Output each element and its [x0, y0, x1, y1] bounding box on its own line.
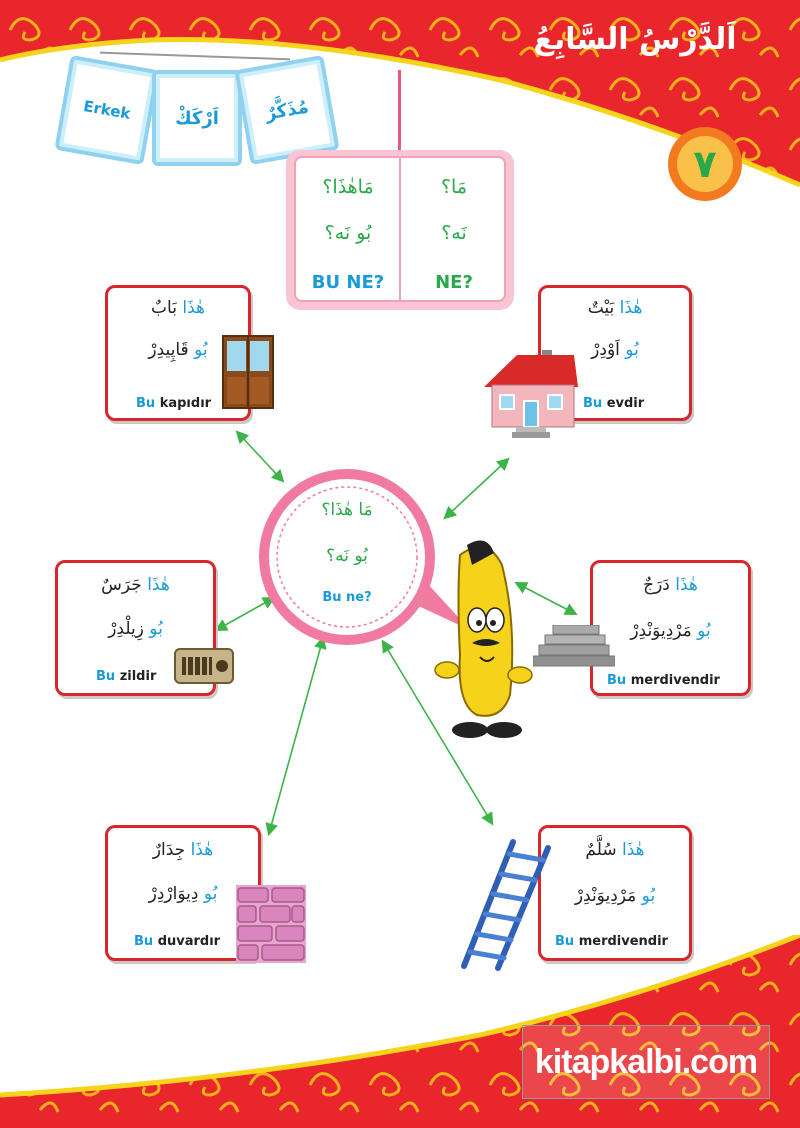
tr-demo: بُو	[194, 340, 208, 360]
house-icon	[482, 345, 580, 440]
latin-word: merdivendir	[630, 673, 720, 688]
bell-icon	[174, 648, 234, 684]
tag-label: مُذَكَّرٌ	[263, 95, 311, 125]
ar-word: دَرَجٌ	[643, 575, 670, 595]
ar-demo: هٰذَا	[182, 298, 205, 318]
latin-word: evdir	[606, 396, 645, 411]
watermark	[522, 1025, 770, 1099]
door-icon	[222, 335, 274, 409]
tr-word: دِيوَارْدِرْ	[148, 884, 199, 904]
ar-demo: هٰذَا	[147, 575, 170, 595]
latin-word: merdivendir	[578, 934, 668, 949]
board-right-q-latin: NE?	[435, 272, 473, 293]
tr-word: اَوْدِرْ	[591, 340, 620, 360]
bubble-line-tr: بُو نَه؟	[326, 546, 368, 566]
ar-word: جِدَارٌ	[152, 840, 186, 860]
arrow-wall	[270, 642, 322, 830]
tag-label: اَرْكَكْ	[175, 107, 219, 129]
bubble-line-latin: Bu ne?	[322, 590, 372, 605]
ar-word: بَابٌ	[151, 298, 177, 318]
tr-demo: بُو	[149, 619, 163, 639]
latin-word: zildir	[119, 669, 157, 684]
tr-word: مَرْدِيوَنْدِرْ	[630, 621, 692, 641]
ar-word: سُلَّمٌ	[585, 840, 617, 860]
ar-demo: هٰذَا	[675, 575, 698, 595]
ar-demo: هٰذَا	[621, 840, 645, 860]
tr-word: قَاپِيدِرْ	[148, 340, 189, 360]
bubble-line-ar: مَا هٰذَا؟	[321, 500, 373, 520]
latin-demo: Bu	[136, 396, 156, 411]
banana-character	[432, 535, 542, 745]
tr-demo: بُو	[625, 340, 639, 360]
tr-word: زِيلْدِرْ	[108, 619, 144, 639]
tr-word: مَرْدِيوَنْدِرْ	[574, 886, 637, 906]
board-left-q-ar: مَاهٰذَا؟	[322, 176, 374, 198]
tr-demo: بُو	[697, 621, 711, 641]
latin-word: kapıdır	[159, 396, 212, 411]
latin-word: duvardır	[157, 934, 221, 949]
latin-demo: Bu	[134, 934, 154, 949]
latin-demo: Bu	[96, 669, 116, 684]
stairs-icon	[533, 625, 615, 667]
watermark-text: kitapkalbi.com	[534, 1042, 758, 1081]
board-left-q-latin: BU NE?	[311, 272, 385, 293]
latin-demo: Bu	[607, 673, 627, 688]
board-left-q-tr: بُو نَه؟	[324, 222, 372, 244]
tag-label: Erkek	[82, 97, 132, 123]
tr-demo: بُو	[203, 884, 218, 904]
tr-demo: بُو	[641, 886, 656, 906]
ar-word: جَرَسٌ	[101, 575, 142, 595]
latin-demo: Bu	[555, 934, 575, 949]
board-right-q-ar: مَا؟	[440, 176, 468, 198]
lesson-title: اَلدَّرْسُ السَّابِعُ	[533, 22, 737, 57]
ar-demo: هٰذَا	[190, 840, 214, 860]
ar-demo: هٰذَا	[619, 298, 643, 318]
latin-demo: Bu	[583, 396, 603, 411]
board-right-q-tr: نَه؟	[441, 222, 467, 244]
ar-word: بَيْتٌ	[587, 298, 615, 318]
lesson-number: ٧	[693, 142, 717, 186]
